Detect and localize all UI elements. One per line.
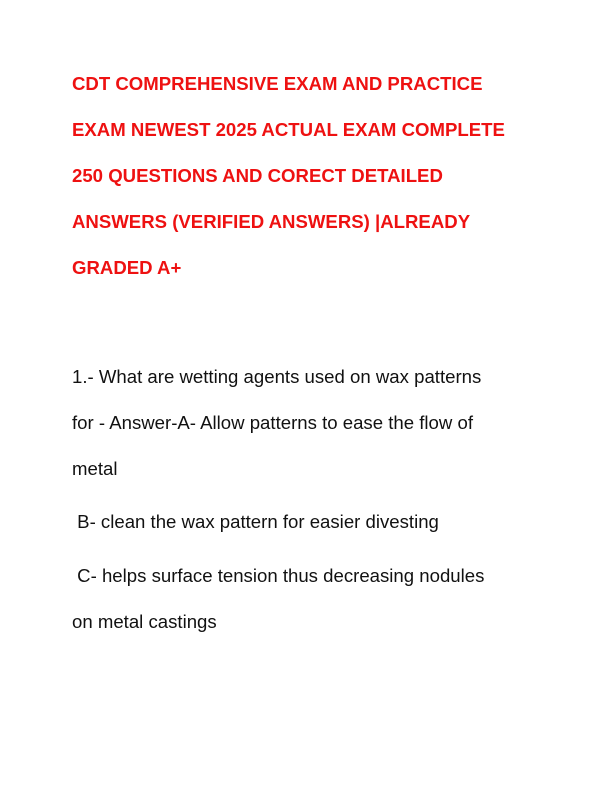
answer-option-c-line-1: C- helps surface tension thus decreasing nodules <box>72 565 485 586</box>
answer-option-b: B- clean the wax pattern for easier divesting <box>72 511 439 532</box>
question-1-line-2: for - Answer-A- Allow patterns to ease the flow of <box>72 412 473 433</box>
question-1-line-1: 1.- What are wetting agents used on wax patterns <box>72 366 482 387</box>
document-title-line-4: ANSWERS (VERIFIED ANSWERS) |ALREADY <box>72 211 471 232</box>
document-title-line-3: 250 QUESTIONS AND CORECT DETAILED <box>72 165 443 186</box>
document-title-line-1: CDT COMPREHENSIVE EXAM AND PRACTICE <box>72 73 483 94</box>
answer-option-c-line-2: on metal castings <box>72 611 217 632</box>
document-title-line-5: GRADED A+ <box>72 257 182 278</box>
document-title-line-2: EXAM NEWEST 2025 ACTUAL EXAM COMPLETE <box>72 119 505 140</box>
question-1-line-3: metal <box>72 458 118 479</box>
